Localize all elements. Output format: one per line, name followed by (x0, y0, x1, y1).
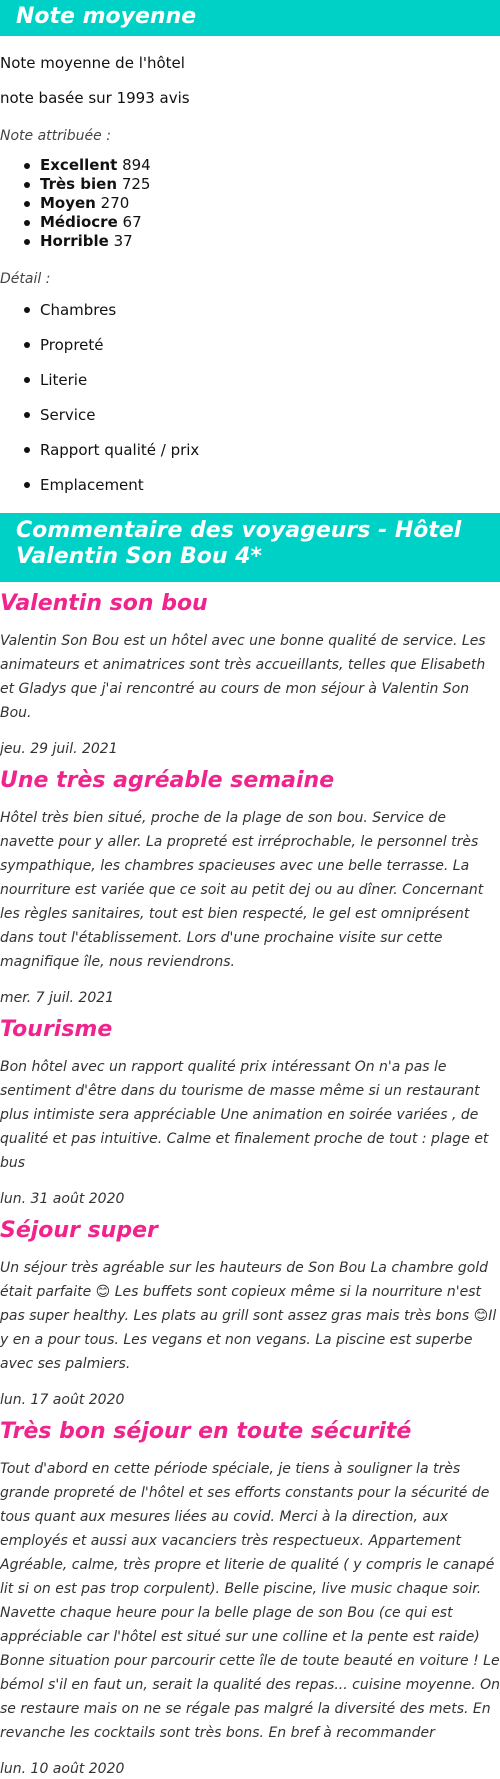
review-body: Tout d'abord en cette période spéciale, je tiens à souligner la très grande propreté de l'hôtel et ses efforts constants pour la sécurité de tous quant aux mesures liées au covid. Merci à la direction, aux employés et aussi aux vacanciers très respectueux. Appartement Agréable, calme, très propre et literie de qualité ( y compris le canapé lit si on est pas trop corpulent). Belle piscine, live music chaque soir. Navette chaque heure pour la belle plage de son Bou (ce qui est appréciable car l'hôtel est situé sur une colline et la pente est raide) Bonne situation pour parcourir cette île de toute beauté en voiture ! Le bémol s'il en faut un, serait la qualité des repas... cuisine moyenne. On se restaure mais on ne se régale pas malgré la diversité des mets. En revanche les cocktails sont très bons. En bref à recommander (0, 1461, 500, 1741)
rating-item-moyen (24, 194, 500, 213)
rating-count: 894 (122, 156, 151, 174)
review-body: Valentin Son Bou est un hôtel avec une bonne qualité de service. Les animateurs et animatrices sont très accueillants, telles que Elisabeth et Gladys que j'ai rencontré au cours de mon séjour à Valentin Son Bou. (0, 633, 486, 721)
detail-item-chambres: Chambres (24, 300, 500, 335)
rating-item-tres-bien (24, 175, 500, 194)
reviews-header-title: Commentaire des voyageurs - Hôtel Valentin Son Bou 4* (16, 518, 462, 569)
rating-count: 37 (113, 232, 133, 250)
review-body: Un séjour très agréable sur les hauteurs de Son Bou La chambre gold était parfaite 😊 Les buffets sont copieux même si la nourriture n'est pas super healthy. Les plats au grill sont assez gras mais très bons 😊Il y en a pour tous. Les vegans et non vegans. La piscine est superbe avec ses palmiers. (0, 1260, 497, 1372)
rating-label: Médiocre (40, 213, 118, 231)
review-item (0, 1418, 500, 1779)
review-title: Très bon séjour en toute sécurité (0, 1419, 412, 1444)
rating-item-mediocre (24, 213, 500, 232)
review-title: Valentin son bou (0, 591, 208, 616)
review-date: lun. 31 août 2020 (0, 1191, 125, 1207)
average-section (0, 53, 500, 510)
rating-distribution-list (24, 156, 500, 251)
review-title: Tourisme (0, 1017, 113, 1042)
detail-item-emplacement: Emplacement (24, 475, 500, 510)
detail-item-service: Service (24, 405, 500, 440)
review-item (0, 590, 500, 759)
detail-item-rapport-qualite-prix: Rapport qualité / prix (24, 440, 500, 475)
average-header-title: Note moyenne (16, 4, 197, 29)
rating-label: Très bien (40, 175, 118, 193)
review-date: lun. 10 août 2020 (0, 1761, 125, 1777)
reviews-list (0, 590, 500, 1779)
review-item (0, 767, 500, 1008)
review-body: Bon hôtel avec un rapport qualité prix intéressant On n'a pas le sentiment d'être dans du tourisme de masse même si un restaurant plus intimiste sera appréciable Une animation en soirée variées , de qualité et pas intuitive. Calme et finalement proche de tout : plage et bus (0, 1059, 489, 1171)
detail-label: Détail : (0, 271, 51, 287)
review-date: mer. 7 juil. 2021 (0, 990, 115, 1006)
rating-item-horrible (24, 232, 500, 251)
based-on-reviews: note basée sur 1993 avis (0, 89, 190, 107)
review-item (0, 1217, 500, 1410)
rating-count: 725 (121, 175, 151, 193)
hotel-average-label: Note moyenne de l'hôtel (0, 54, 185, 72)
rating-count: 67 (122, 213, 142, 231)
rating-label: Excellent (40, 156, 118, 174)
reviews-header (0, 513, 500, 582)
review-date: lun. 17 août 2020 (0, 1392, 125, 1408)
detail-list (24, 300, 500, 510)
review-title: Séjour super (0, 1218, 158, 1243)
rating-label: Horrible (40, 232, 109, 250)
rating-distribution-label: Note attribuée : (0, 128, 111, 144)
review-date: jeu. 29 juil. 2021 (0, 741, 118, 757)
review-title: Une très agréable semaine (0, 768, 335, 793)
rating-item-excellent (24, 156, 500, 175)
review-item (0, 1016, 500, 1209)
detail-item-proprete: Propreté (24, 335, 500, 370)
detail-item-literie: Literie (24, 370, 500, 405)
rating-label: Moyen (40, 194, 96, 212)
review-body: Hôtel très bien situé, proche de la plage de son bou. Service de navette pour y aller. La propreté est irréprochable, le personnel très sympathique, les chambres spacieuses avec une belle terrasse. La nourriture est variée que ce soit au petit dej ou au dîner. Concernant les règles sanitaires, tout est bien respecté, le gel est omniprésent dans tout l'établissement. Lors d'une prochaine visite sur cette magnifique île, nous reviendrons. (0, 810, 484, 970)
rating-count: 270 (100, 194, 130, 212)
average-header (0, 0, 500, 36)
